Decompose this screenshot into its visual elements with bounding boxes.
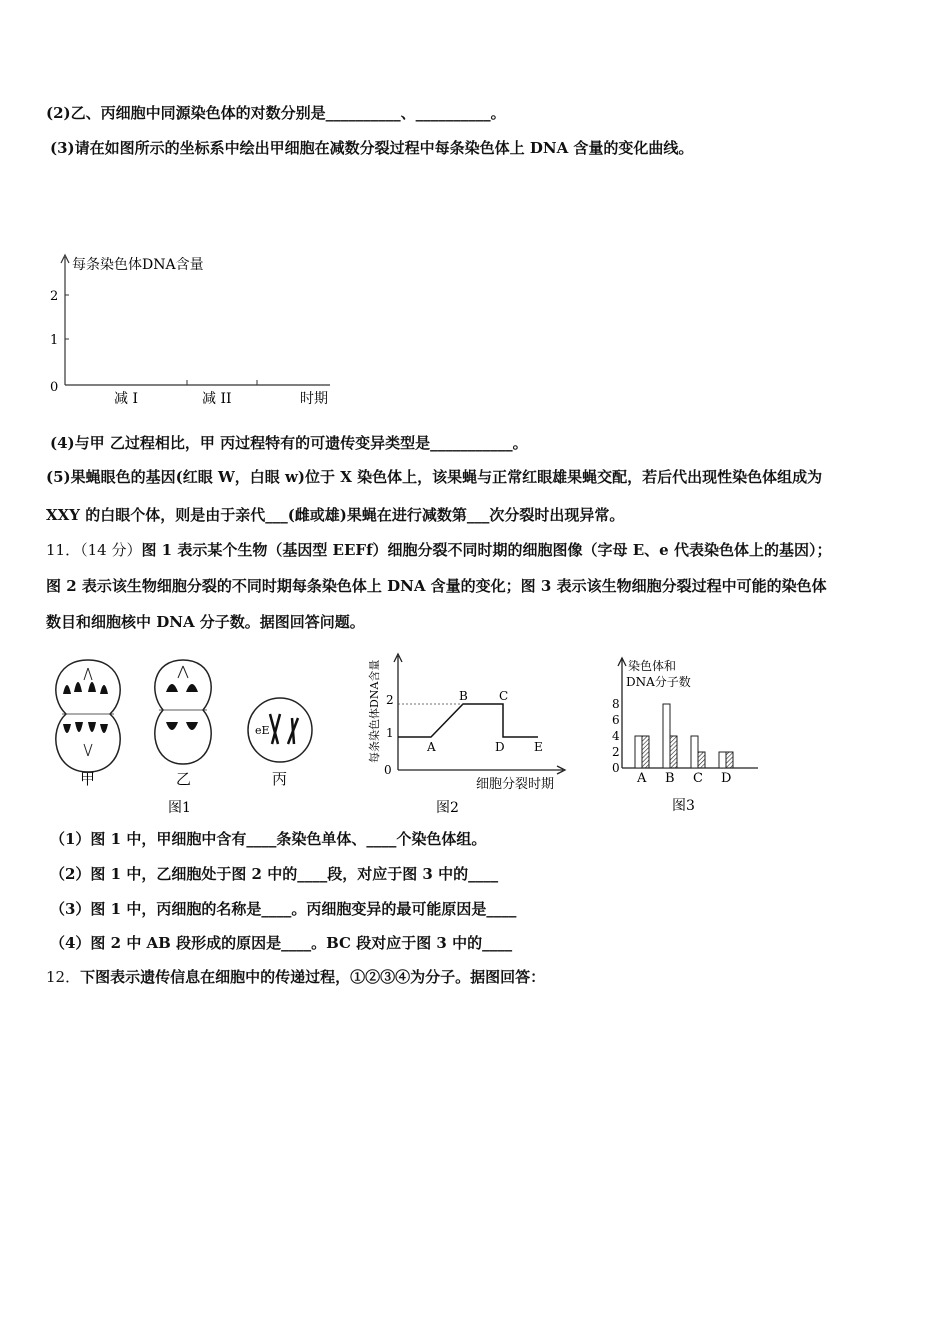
figure-1-caption: 图1: [168, 800, 191, 816]
fig3-ytick-4: 4: [612, 729, 620, 743]
x-axis-label: 时期: [300, 391, 328, 407]
fig3-bar-dna-C: [698, 752, 705, 768]
q10-part2: (2)乙、丙细胞中同源染色体的对数分别是__________、__________。: [46, 104, 506, 122]
blank-coordinate-graph: [40, 245, 350, 415]
fig2-x-label: 细胞分裂时期: [476, 777, 555, 792]
fig3-bar-chromosome-C: [691, 736, 698, 768]
q12-number: 12．: [46, 968, 81, 986]
fig2-point-C: C: [499, 689, 509, 703]
q11-intro-text1: 图 1 表示某个生物（基因型 EEFf）细胞分裂不同时期的细胞图像（字母 E、e 代表染色体上的基因）；: [141, 541, 832, 559]
y-axis-label: 每条染色体DNA含量: [72, 257, 204, 273]
fig2-dna-curve: [398, 704, 538, 737]
fig3-y-label-1: 染色体和: [628, 659, 677, 673]
fig3-category-D: D: [721, 771, 732, 786]
fig3-bar-chromosome-D: [719, 752, 726, 768]
figure-2-chart: [358, 648, 578, 818]
q10-part5-line2: XXY 的白眼个体，则是由于亲代___(雌或雄)果蝇在进行减数第___次分裂时出现异常。: [46, 506, 625, 524]
fig3-category-B: B: [665, 771, 675, 786]
q11-sub3: （3）图 1 中，丙细胞的名称是____。丙细胞变异的最可能原因是____: [50, 900, 517, 918]
q11-number: 11．: [46, 541, 81, 559]
figure-3-chart: [608, 652, 768, 818]
q10-part4: (4)与甲 乙过程相比，甲 丙过程特有的可遗传变异类型是___________。: [50, 434, 528, 452]
fig3-category-A: A: [637, 771, 647, 786]
x-tick-label-2: 减 II: [202, 391, 232, 407]
fig2-y-label: 每条染色体DNA含量: [368, 659, 381, 763]
fig2-point-B: B: [459, 689, 468, 703]
cell-yi: [155, 660, 211, 764]
fig3-bar-chromosome-A: [635, 736, 642, 768]
fig3-bar-chromosome-B: [663, 704, 670, 768]
fig2-point-E: E: [534, 740, 543, 754]
fig2-point-A: A: [427, 740, 436, 754]
q11-intro-line3: 数目和细胞核中 DNA 分子数。据图回答问题。: [46, 613, 365, 631]
figure-2-caption: 图2: [436, 800, 459, 816]
fig3-ytick-2: 2: [612, 745, 620, 759]
q11-sub1: （1）图 1 中，甲细胞中含有____条染色单体、____个染色体组。: [50, 830, 487, 848]
fig3-bar-dna-D: [726, 752, 733, 768]
cell-label-yi: 乙: [176, 770, 192, 788]
cell-label-bing: 丙: [272, 770, 288, 788]
q12-text: 下图表示遗传信息在细胞中的传递过程，①②③④为分子。据图回答：: [80, 968, 546, 986]
fig3-bar-dna-B: [670, 736, 677, 768]
q11-intro-line1: [46, 540, 831, 560]
y-tick-label-2: 2: [50, 289, 59, 304]
fig3-category-C: C: [693, 771, 703, 786]
x-tick-label-1: 减 I: [114, 391, 138, 407]
q11-sub2: （2）图 1 中，乙细胞处于图 2 中的____段，对应于图 3 中的____: [50, 865, 499, 883]
q10-part5-line1: (5)果蝇眼色的基因(红眼 W，白眼 w)位于 X 染色体上，该果蝇与正常红眼雄果蝇交配，若后代出现性染色体组成为: [46, 468, 823, 486]
fig3-y-label-2: DNA分子数: [626, 675, 691, 689]
gene-label-eE: eE: [255, 724, 270, 737]
fig3-bar-dna-A: [642, 736, 649, 768]
q12-line: [46, 967, 545, 987]
cell-bing: [248, 698, 312, 762]
figure-1: [48, 652, 338, 817]
fig3-ytick-8: 8: [612, 697, 620, 711]
fig2-ytick-1: 1: [386, 726, 394, 740]
q11-intro-line2: 图 2 表示该生物细胞分裂的不同时期每条染色体上 DNA 含量的变化；图 3 表示该生物细胞分裂过程中可能的染色体: [46, 577, 827, 595]
cell-label-jia: 甲: [80, 770, 96, 788]
fig2-ytick-2: 2: [386, 693, 394, 707]
figure-3-caption: 图3: [672, 798, 695, 814]
y-tick-label-0: 0: [50, 380, 59, 395]
q11-sub4: （4）图 2 中 AB 段形成的原因是____。BC 段对应于图 3 中的____: [50, 934, 513, 952]
cell-jia: [56, 660, 120, 772]
fig2-origin: 0: [384, 763, 392, 777]
fig3-ytick-0: 0: [612, 761, 620, 775]
q11-score: （14 分）: [80, 541, 142, 559]
y-tick-label-1: 1: [50, 333, 59, 348]
fig2-point-D: D: [495, 740, 505, 754]
fig3-ytick-6: 6: [612, 713, 620, 727]
q10-part3: (3)请在如图所示的坐标系中绘出甲细胞在减数分裂过程中每条染色体上 DNA 含量的变化曲线。: [50, 139, 694, 157]
